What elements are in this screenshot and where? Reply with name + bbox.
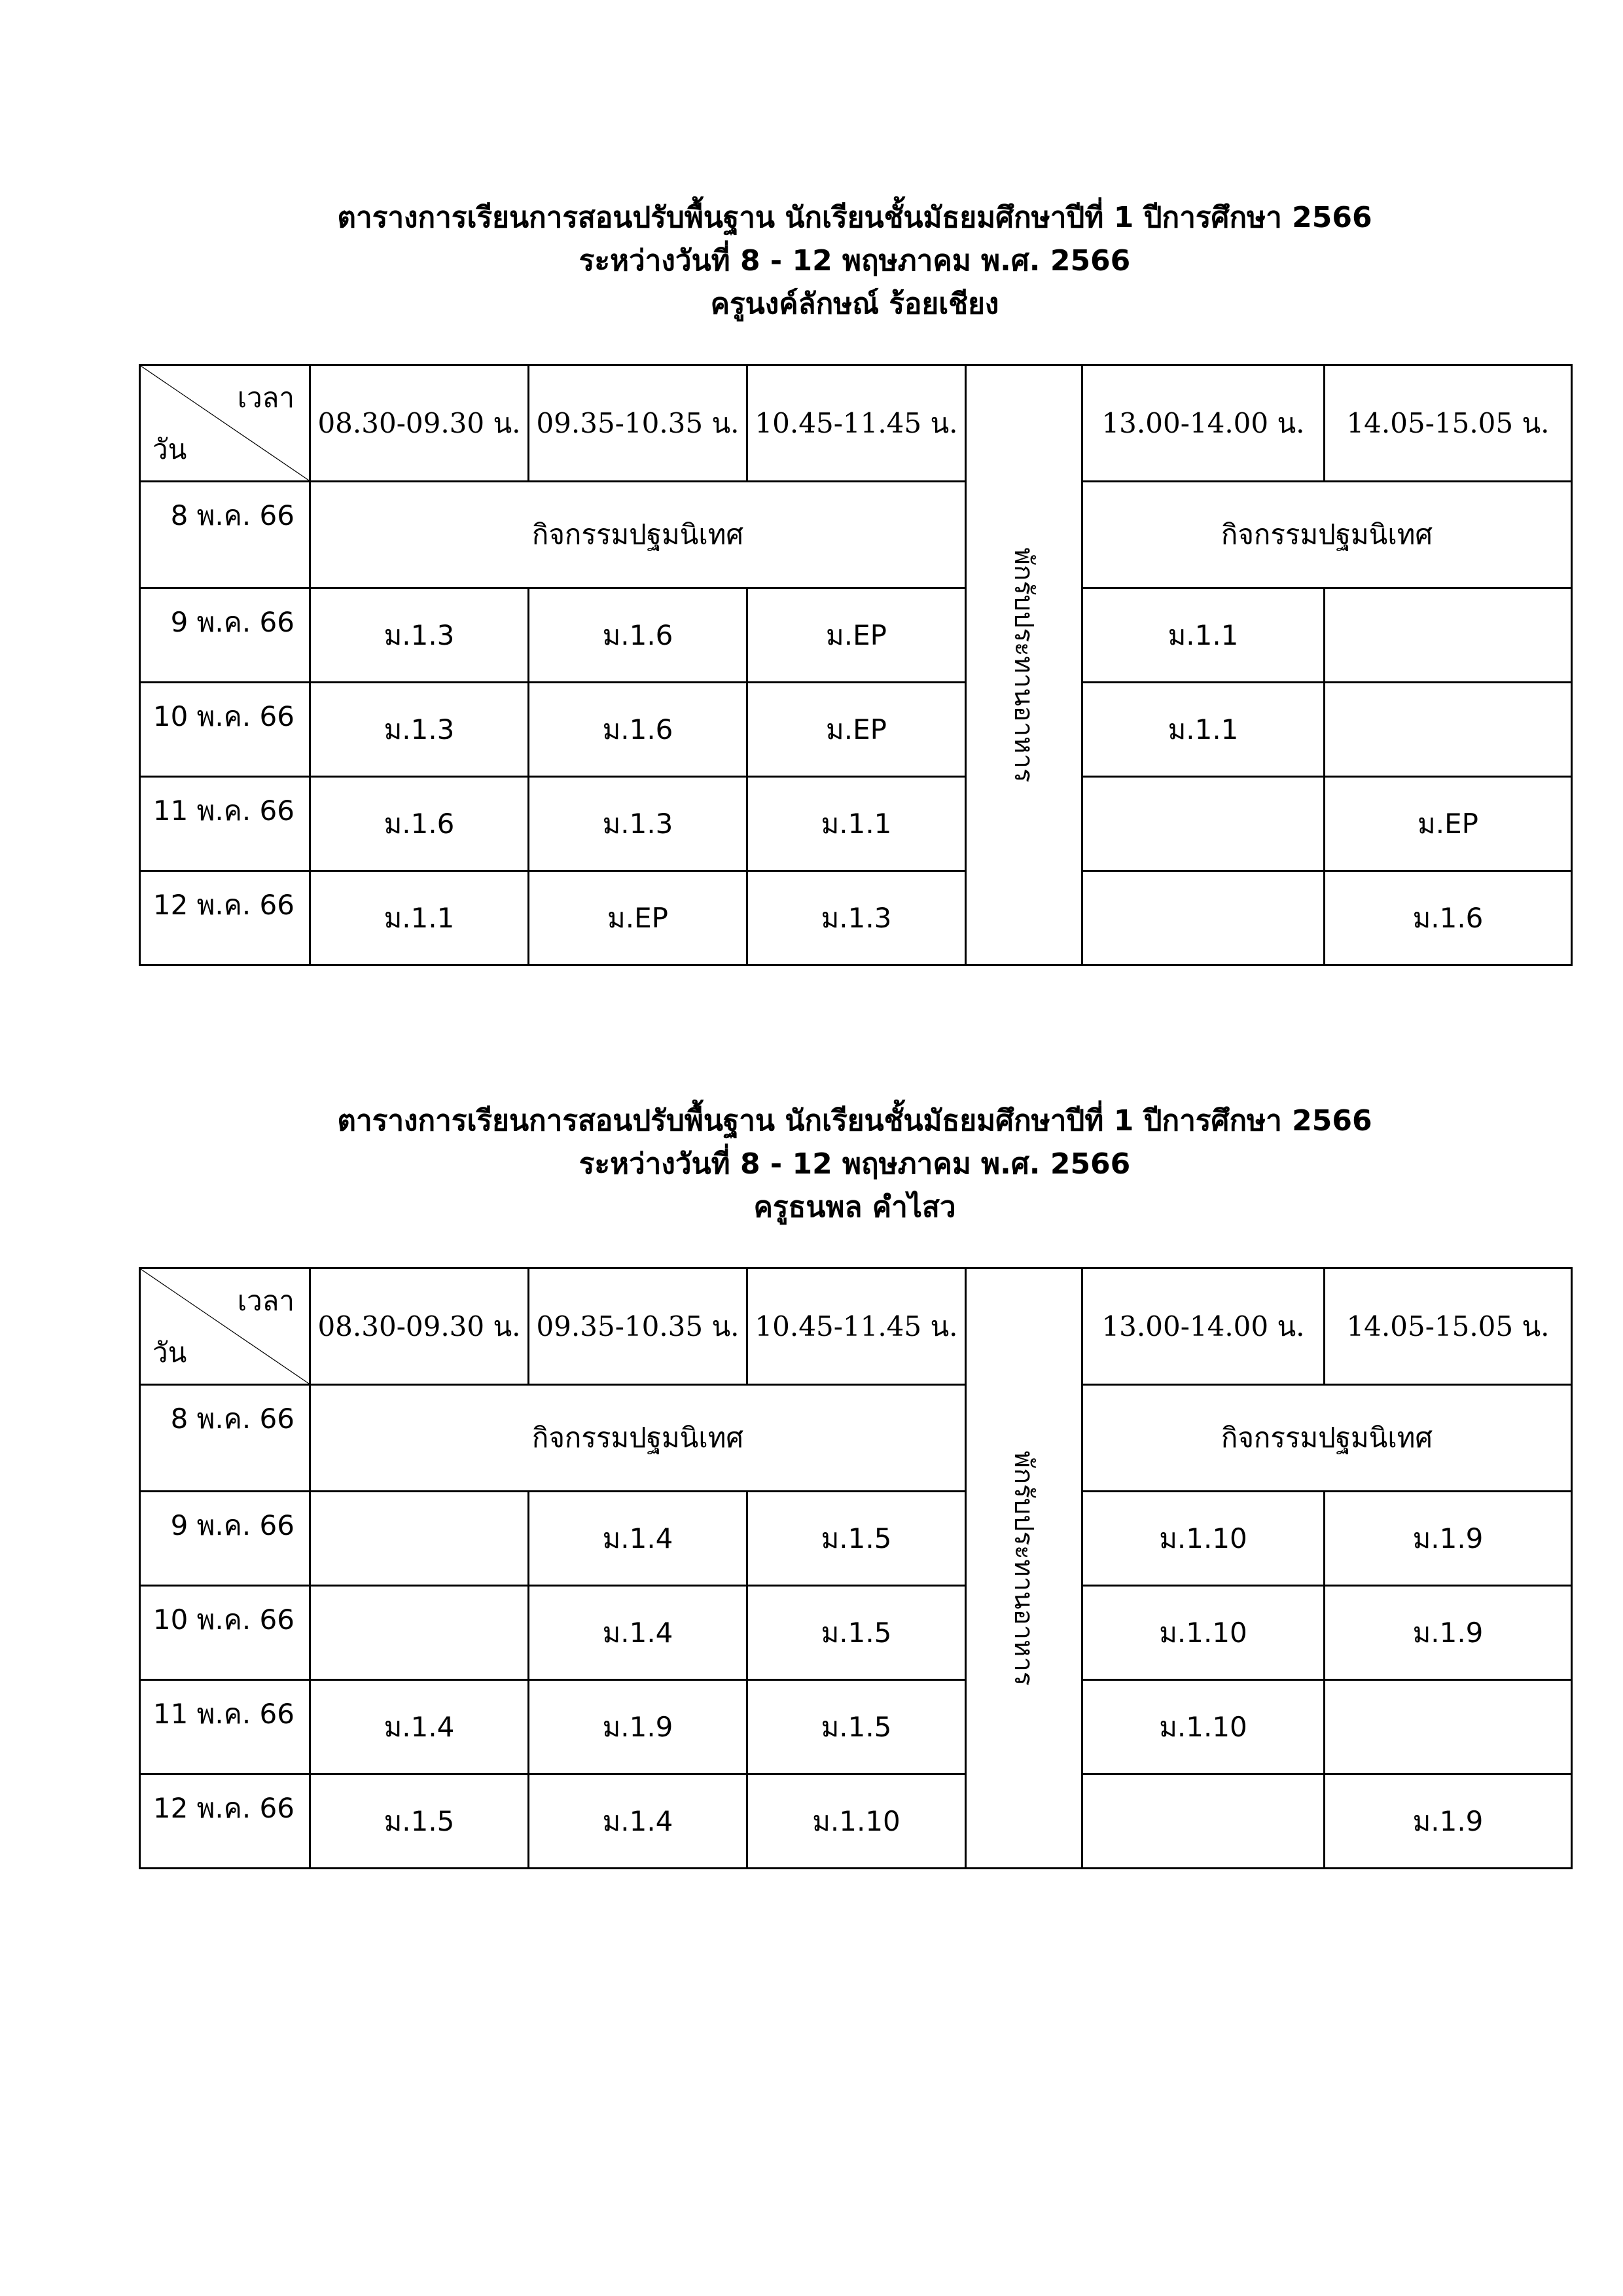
date-cell: 8 พ.ค. 66	[140, 482, 310, 588]
class-cell	[1082, 871, 1325, 965]
schedule-heading	[139, 196, 1571, 326]
time-slot-header: 09.35-10.35 น.	[529, 365, 747, 482]
corner-day-label: วัน	[152, 1336, 187, 1369]
date-cell: 10 พ.ค. 66	[140, 1586, 310, 1680]
corner-header	[140, 365, 310, 482]
class-cell: ม.1.5	[310, 1774, 529, 1869]
class-cell: ม.1.3	[747, 871, 966, 965]
class-cell: ม.1.6	[529, 683, 747, 777]
class-cell: ม.1.10	[1082, 1492, 1325, 1586]
class-cell: ม.1.1	[1082, 683, 1325, 777]
schedule-title: ตารางการเรียนการสอนปรับพื้นฐาน นักเรียนชั้นมัธยมศึกษาปีที่ 1 ปีการศึกษา 2566	[337, 201, 1372, 234]
time-slot-header: 13.00-14.00 น.	[1082, 1268, 1325, 1385]
class-cell: ม.1.10	[1082, 1680, 1325, 1774]
orientation-cell: กิจกรรมปฐมนิเทศ	[1082, 482, 1572, 588]
date-cell: 8 พ.ค. 66	[140, 1385, 310, 1492]
time-slot-header: 13.00-14.00 น.	[1082, 365, 1325, 482]
class-cell: ม.EP	[529, 871, 747, 965]
date-cell: 11 พ.ค. 66	[140, 1680, 310, 1774]
date-cell: 12 พ.ค. 66	[140, 871, 310, 965]
class-cell: ม.1.5	[747, 1680, 966, 1774]
class-cell: ม.1.9	[529, 1680, 747, 1774]
orientation-cell: กิจกรรมปฐมนิเทศ	[310, 1385, 966, 1492]
class-cell: ม.1.10	[747, 1774, 966, 1869]
class-cell: ม.1.4	[310, 1680, 529, 1774]
class-cell: ม.1.3	[310, 683, 529, 777]
class-cell: ม.1.4	[529, 1492, 747, 1586]
class-cell: ม.1.3	[529, 777, 747, 871]
corner-day-label: วัน	[152, 433, 187, 465]
teacher-name: ครูธนพล คำไสว	[753, 1191, 956, 1224]
class-cell: ม.1.4	[529, 1774, 747, 1869]
class-cell: ม.EP	[1325, 777, 1572, 871]
corner-time-label: เวลา	[237, 1285, 294, 1317]
class-cell: ม.1.6	[1325, 871, 1572, 965]
time-slot-header: 10.45-11.45 น.	[747, 1268, 966, 1385]
lunch-break-column	[966, 1268, 1082, 1869]
time-slot-header: 08.30-09.30 น.	[310, 365, 529, 482]
schedule-table	[139, 364, 1573, 966]
class-cell: ม.1.6	[310, 777, 529, 871]
class-cell: ม.1.10	[1082, 1586, 1325, 1680]
time-slot-header: 08.30-09.30 น.	[310, 1268, 529, 1385]
date-cell: 9 พ.ค. 66	[140, 588, 310, 683]
class-cell: ม.1.6	[529, 588, 747, 683]
class-cell: ม.1.9	[1325, 1774, 1572, 1869]
class-cell	[1082, 1774, 1325, 1869]
date-cell: 11 พ.ค. 66	[140, 777, 310, 871]
lunch-break-label: พักรับประทานอาหาร	[1008, 1450, 1039, 1686]
schedule-block-1	[139, 196, 1571, 934]
class-cell: ม.EP	[747, 588, 966, 683]
class-cell	[310, 1492, 529, 1586]
time-slot-header: 09.35-10.35 น.	[529, 1268, 747, 1385]
class-cell	[1325, 683, 1572, 777]
teacher-name: ครูนงค์ลักษณ์ ร้อยเชียง	[710, 287, 999, 321]
lunch-break-column	[966, 365, 1082, 965]
class-cell: ม.1.4	[529, 1586, 747, 1680]
orientation-cell: กิจกรรมปฐมนิเทศ	[1082, 1385, 1572, 1492]
date-cell: 10 พ.ค. 66	[140, 683, 310, 777]
corner-time-label: เวลา	[237, 382, 294, 414]
class-cell: ม.1.3	[310, 588, 529, 683]
time-slot-header: 14.05-15.05 น.	[1325, 365, 1572, 482]
time-slot-header: 10.45-11.45 น.	[747, 365, 966, 482]
schedule-table	[139, 1267, 1573, 1869]
corner-header	[140, 1268, 310, 1385]
schedule-heading	[139, 1100, 1571, 1229]
class-cell: ม.1.1	[310, 871, 529, 965]
class-cell: ม.1.5	[747, 1586, 966, 1680]
date-cell: 12 พ.ค. 66	[140, 1774, 310, 1869]
class-cell	[1082, 777, 1325, 871]
class-cell: ม.1.1	[1082, 588, 1325, 683]
class-cell	[310, 1586, 529, 1680]
class-cell	[1325, 1680, 1572, 1774]
orientation-cell: กิจกรรมปฐมนิเทศ	[310, 482, 966, 588]
class-cell: ม.1.9	[1325, 1586, 1572, 1680]
lunch-break-label: พักรับประทานอาหาร	[1008, 547, 1039, 783]
class-cell	[1325, 588, 1572, 683]
class-cell: ม.EP	[747, 683, 966, 777]
class-cell: ม.1.1	[747, 777, 966, 871]
date-cell: 9 พ.ค. 66	[140, 1492, 310, 1586]
time-slot-header: 14.05-15.05 น.	[1325, 1268, 1572, 1385]
schedule-subtitle: ระหว่างวันที่ 8 - 12 พฤษภาคม พ.ศ. 2566	[579, 1147, 1131, 1181]
schedule-block-2	[139, 1100, 1571, 1837]
class-cell: ม.1.5	[747, 1492, 966, 1586]
schedule-title: ตารางการเรียนการสอนปรับพื้นฐาน นักเรียนชั้นมัธยมศึกษาปีที่ 1 ปีการศึกษา 2566	[337, 1104, 1372, 1138]
class-cell: ม.1.9	[1325, 1492, 1572, 1586]
schedule-subtitle: ระหว่างวันที่ 8 - 12 พฤษภาคม พ.ศ. 2566	[579, 244, 1131, 278]
